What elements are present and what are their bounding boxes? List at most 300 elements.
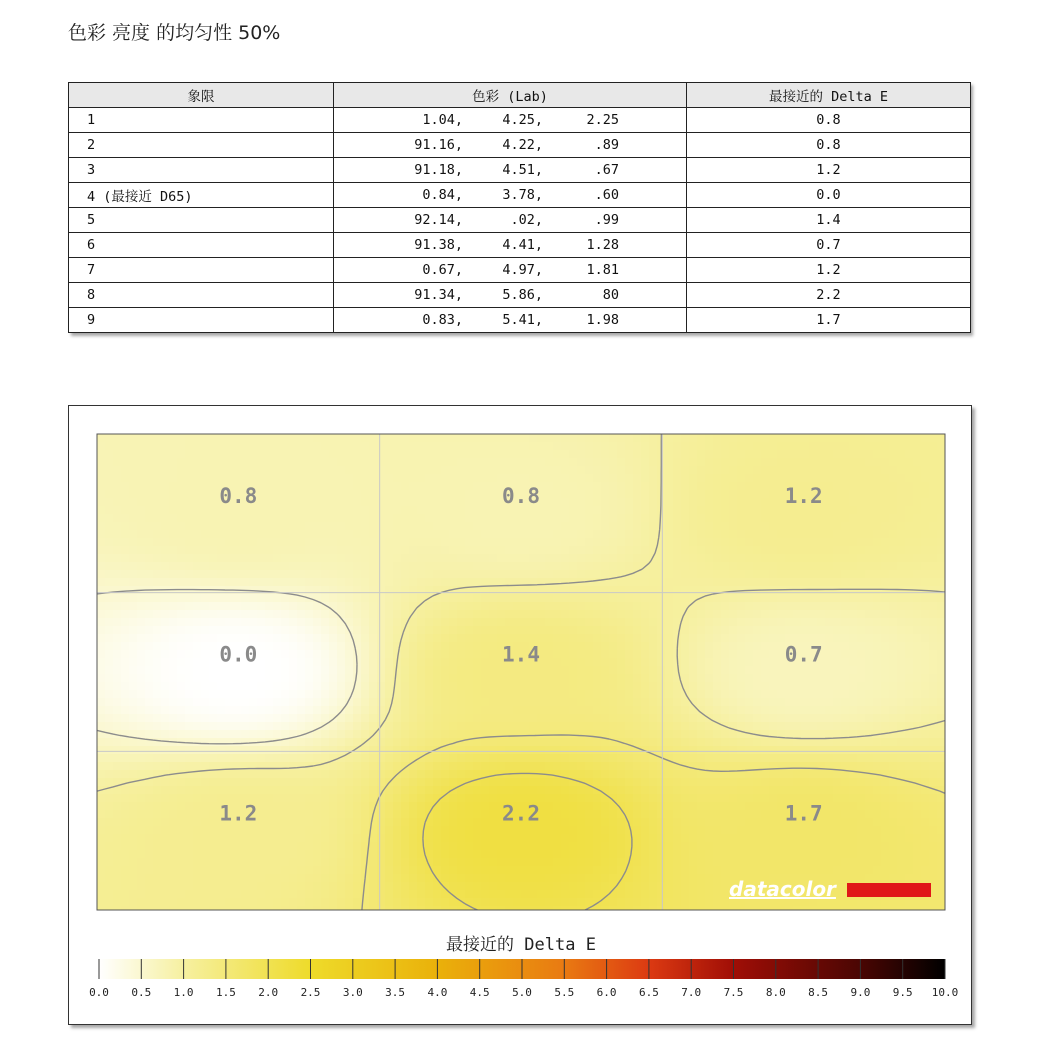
heatmap-pixel bbox=[433, 498, 442, 507]
heatmap-pixel bbox=[465, 754, 474, 763]
heatmap-pixel bbox=[625, 746, 634, 755]
heatmap-pixel bbox=[169, 538, 178, 547]
heatmap-pixel bbox=[217, 610, 226, 619]
heatmap-pixel bbox=[313, 738, 322, 747]
heatmap-pixel bbox=[345, 594, 354, 603]
heatmap-pixel bbox=[681, 634, 690, 643]
heatmap-pixel bbox=[417, 610, 426, 619]
heatmap-pixel bbox=[201, 802, 210, 811]
heatmap-pixel bbox=[209, 522, 218, 531]
heatmap-pixel bbox=[737, 458, 746, 467]
heatmap-pixel bbox=[921, 490, 930, 499]
heatmap-pixel bbox=[785, 514, 794, 523]
heatmap-pixel bbox=[737, 778, 746, 787]
heatmap-pixel bbox=[473, 602, 482, 611]
heatmap-pixel bbox=[793, 554, 802, 563]
heatmap-pixel bbox=[649, 762, 658, 771]
heatmap-pixel bbox=[649, 562, 658, 571]
heatmap-pixel bbox=[417, 698, 426, 707]
heatmap-pixel bbox=[153, 498, 162, 507]
heatmap-pixel bbox=[401, 490, 410, 499]
heatmap-pixel bbox=[505, 434, 514, 443]
heatmap-pixel bbox=[321, 642, 330, 651]
heatmap-pixel bbox=[841, 650, 850, 659]
heatmap-pixel bbox=[545, 490, 554, 499]
heatmap-pixel bbox=[905, 610, 914, 619]
heatmap-pixel bbox=[681, 786, 690, 795]
heatmap-pixel bbox=[569, 706, 578, 715]
heatmap-pixel bbox=[729, 698, 738, 707]
heatmap-pixel bbox=[881, 738, 890, 747]
heatmap-pixel bbox=[577, 602, 586, 611]
heatmap-pixel bbox=[673, 754, 682, 763]
heatmap-pixel bbox=[145, 546, 154, 555]
heatmap-pixel bbox=[697, 778, 706, 787]
heatmap-pixel bbox=[297, 442, 306, 451]
heatmap-pixel bbox=[585, 506, 594, 515]
heatmap-pixel bbox=[729, 586, 738, 595]
heatmap-pixel bbox=[177, 754, 186, 763]
heatmap-pixel bbox=[593, 682, 602, 691]
heatmap-pixel bbox=[937, 762, 946, 771]
heatmap-pixel bbox=[833, 610, 842, 619]
heatmap-pixel bbox=[905, 466, 914, 475]
heatmap-pixel bbox=[217, 754, 226, 763]
heatmap-pixel bbox=[609, 506, 618, 515]
heatmap-pixel bbox=[249, 666, 258, 675]
heatmap-pixel bbox=[177, 650, 186, 659]
heatmap-pixel bbox=[929, 458, 938, 467]
heatmap-pixel bbox=[529, 762, 538, 771]
heatmap-pixel bbox=[441, 554, 450, 563]
heatmap-pixel bbox=[873, 602, 882, 611]
heatmap-pixel bbox=[289, 690, 298, 699]
heatmap-pixel bbox=[273, 522, 282, 531]
heatmap-pixel bbox=[497, 666, 506, 675]
heatmap-pixel bbox=[289, 434, 298, 443]
heatmap-pixel bbox=[473, 466, 482, 475]
heatmap-pixel bbox=[177, 546, 186, 555]
heatmap-pixel bbox=[873, 482, 882, 491]
heatmap-pixel bbox=[657, 770, 666, 779]
heatmap-pixel bbox=[905, 634, 914, 643]
heatmap-pixel bbox=[321, 514, 330, 523]
heatmap-pixel bbox=[857, 506, 866, 515]
heatmap-pixel bbox=[561, 490, 570, 499]
heatmap-pixel bbox=[857, 450, 866, 459]
heatmap-pixel bbox=[585, 610, 594, 619]
heatmap-pixel bbox=[481, 762, 490, 771]
heatmap-pixel bbox=[705, 634, 714, 643]
heatmap-pixel bbox=[305, 650, 314, 659]
heatmap-pixel bbox=[345, 538, 354, 547]
heatmap-pixel bbox=[929, 490, 938, 499]
heatmap-pixel bbox=[521, 714, 530, 723]
heatmap-pixel bbox=[265, 714, 274, 723]
heatmap-pixel bbox=[425, 642, 434, 651]
heatmap-pixel bbox=[185, 650, 194, 659]
heatmap-pixel bbox=[249, 674, 258, 683]
heatmap-pixel bbox=[889, 554, 898, 563]
heatmap-pixel bbox=[105, 770, 114, 779]
heatmap-pixel bbox=[313, 618, 322, 627]
heatmap-pixel bbox=[137, 450, 146, 459]
heatmap-pixel bbox=[865, 514, 874, 523]
heatmap-pixel bbox=[425, 586, 434, 595]
heatmap-pixel bbox=[873, 706, 882, 715]
heatmap-pixel bbox=[329, 474, 338, 483]
heatmap-pixel bbox=[817, 738, 826, 747]
heatmap-pixel bbox=[489, 522, 498, 531]
heatmap-pixel bbox=[609, 690, 618, 699]
heatmap-pixel bbox=[769, 754, 778, 763]
heatmap-pixel bbox=[433, 578, 442, 587]
heatmap-pixel bbox=[289, 698, 298, 707]
heatmap-pixel bbox=[425, 522, 434, 531]
heatmap-pixel bbox=[785, 602, 794, 611]
heatmap-pixel bbox=[441, 610, 450, 619]
heatmap-pixel bbox=[481, 650, 490, 659]
heatmap-pixel bbox=[785, 714, 794, 723]
heatmap-pixel bbox=[393, 786, 402, 795]
heatmap-pixel bbox=[113, 682, 122, 691]
heatmap-pixel bbox=[561, 738, 570, 747]
heatmap-pixel bbox=[777, 554, 786, 563]
heatmap-pixel bbox=[321, 682, 330, 691]
heatmap-pixel bbox=[657, 602, 666, 611]
heatmap-pixel bbox=[713, 522, 722, 531]
heatmap-pixel bbox=[145, 522, 154, 531]
heatmap-pixel bbox=[777, 666, 786, 675]
heatmap-pixel bbox=[545, 634, 554, 643]
heatmap-pixel bbox=[569, 722, 578, 731]
heatmap-pixel bbox=[497, 634, 506, 643]
heatmap-pixel bbox=[865, 714, 874, 723]
heatmap-pixel bbox=[617, 530, 626, 539]
heatmap-pixel bbox=[913, 706, 922, 715]
heatmap-pixel bbox=[489, 802, 498, 811]
heatmap-pixel bbox=[313, 802, 322, 811]
heatmap-pixel bbox=[209, 794, 218, 803]
heatmap-pixel bbox=[417, 546, 426, 555]
heatmap-pixel bbox=[409, 514, 418, 523]
heatmap-pixel bbox=[689, 642, 698, 651]
heatmap-pixel bbox=[561, 474, 570, 483]
heatmap-pixel bbox=[545, 578, 554, 587]
heatmap-pixel bbox=[673, 546, 682, 555]
heatmap-pixel bbox=[185, 658, 194, 667]
heatmap-pixel bbox=[857, 602, 866, 611]
heatmap-pixel bbox=[753, 450, 762, 459]
heatmap-pixel bbox=[441, 458, 450, 467]
heatmap-pixel bbox=[345, 434, 354, 443]
heatmap-pixel bbox=[481, 754, 490, 763]
heatmap-pixel bbox=[793, 762, 802, 771]
heatmap-pixel bbox=[353, 442, 362, 451]
heatmap-pixel bbox=[377, 658, 386, 667]
heatmap-pixel bbox=[433, 490, 442, 499]
heatmap-pixel bbox=[201, 562, 210, 571]
heatmap-pixel bbox=[425, 666, 434, 675]
heatmap-pixel bbox=[553, 434, 562, 443]
heatmap-pixel bbox=[273, 570, 282, 579]
heatmap-pixel bbox=[353, 586, 362, 595]
heatmap-pixel bbox=[417, 794, 426, 803]
heatmap-pixel bbox=[209, 690, 218, 699]
heatmap-pixel bbox=[169, 514, 178, 523]
heatmap-pixel bbox=[281, 722, 290, 731]
heatmap-pixel bbox=[793, 698, 802, 707]
heatmap-pixel bbox=[841, 666, 850, 675]
heatmap-pixel bbox=[289, 650, 298, 659]
heatmap-pixel bbox=[905, 786, 914, 795]
heatmap-pixel bbox=[673, 730, 682, 739]
heatmap-pixel bbox=[761, 634, 770, 643]
heatmap-pixel bbox=[841, 562, 850, 571]
heatmap-pixel bbox=[457, 434, 466, 443]
lab-l-value: 0.67, bbox=[422, 262, 463, 278]
heatmap-pixel bbox=[289, 490, 298, 499]
heatmap-pixel bbox=[569, 634, 578, 643]
heatmap-pixel bbox=[569, 770, 578, 779]
heatmap-pixel bbox=[633, 658, 642, 667]
heatmap-pixel bbox=[353, 450, 362, 459]
heatmap-pixel bbox=[913, 490, 922, 499]
heatmap-pixel bbox=[793, 434, 802, 443]
heatmap-pixel bbox=[297, 674, 306, 683]
heatmap-pixel bbox=[265, 506, 274, 515]
heatmap-pixel bbox=[265, 706, 274, 715]
heatmap-pixel bbox=[137, 722, 146, 731]
heatmap-pixel bbox=[577, 458, 586, 467]
heatmap-pixel bbox=[673, 458, 682, 467]
heatmap-pixel bbox=[241, 450, 250, 459]
heatmap-pixel bbox=[561, 570, 570, 579]
heatmap-pixel bbox=[785, 474, 794, 483]
heatmap-pixel bbox=[793, 450, 802, 459]
heatmap-pixel bbox=[289, 674, 298, 683]
heatmap-pixel bbox=[665, 618, 674, 627]
heatmap-pixel bbox=[193, 570, 202, 579]
heatmap-pixel bbox=[425, 738, 434, 747]
heatmap-pixel bbox=[585, 530, 594, 539]
heatmap-pixel bbox=[745, 690, 754, 699]
heatmap-pixel bbox=[321, 586, 330, 595]
heatmap-pixel bbox=[161, 722, 170, 731]
heatmap-pixel bbox=[577, 562, 586, 571]
heatmap-pixel bbox=[801, 690, 810, 699]
heatmap-pixel bbox=[897, 714, 906, 723]
heatmap-pixel bbox=[497, 570, 506, 579]
heatmap-pixel bbox=[753, 506, 762, 515]
heatmap-pixel bbox=[625, 578, 634, 587]
delta-e-cell: 0.0 bbox=[687, 183, 971, 208]
heatmap-pixel bbox=[689, 466, 698, 475]
heatmap-pixel bbox=[281, 642, 290, 651]
heatmap-pixel bbox=[473, 522, 482, 531]
heatmap-pixel bbox=[921, 578, 930, 587]
heatmap-pixel bbox=[209, 650, 218, 659]
heatmap-pixel bbox=[273, 634, 282, 643]
heatmap-pixel bbox=[257, 530, 266, 539]
heatmap-pixel bbox=[273, 754, 282, 763]
heatmap-pixel bbox=[633, 610, 642, 619]
heatmap-pixel bbox=[569, 730, 578, 739]
heatmap-pixel bbox=[137, 770, 146, 779]
heatmap-pixel bbox=[857, 682, 866, 691]
heatmap-pixel bbox=[441, 714, 450, 723]
heatmap-pixel bbox=[889, 506, 898, 515]
heatmap-pixel bbox=[745, 546, 754, 555]
heatmap-pixel bbox=[713, 442, 722, 451]
heatmap-pixel bbox=[137, 458, 146, 467]
heatmap-pixel bbox=[817, 666, 826, 675]
heatmap-pixel bbox=[857, 586, 866, 595]
heatmap-pixel bbox=[113, 474, 122, 483]
heatmap-pixel bbox=[377, 666, 386, 675]
heatmap-pixel bbox=[825, 586, 834, 595]
heatmap-pixel bbox=[489, 594, 498, 603]
heatmap-pixel bbox=[617, 594, 626, 603]
heatmap-pixel bbox=[569, 442, 578, 451]
heatmap-pixel bbox=[921, 562, 930, 571]
heatmap-pixel bbox=[569, 666, 578, 675]
heatmap-pixel bbox=[113, 714, 122, 723]
heatmap-pixel bbox=[689, 522, 698, 531]
heatmap-pixel bbox=[169, 482, 178, 491]
heatmap-pixel bbox=[353, 530, 362, 539]
heatmap-pixel bbox=[177, 538, 186, 547]
heatmap-pixel bbox=[609, 458, 618, 467]
heatmap-pixel bbox=[385, 762, 394, 771]
heatmap-pixel bbox=[153, 506, 162, 515]
heatmap-pixel bbox=[385, 738, 394, 747]
heatmap-pixel bbox=[153, 626, 162, 635]
heatmap-pixel bbox=[801, 538, 810, 547]
heatmap-pixel bbox=[689, 770, 698, 779]
heatmap-pixel bbox=[185, 794, 194, 803]
heatmap-pixel bbox=[617, 754, 626, 763]
heatmap-pixel bbox=[289, 482, 298, 491]
heatmap-pixel bbox=[497, 762, 506, 771]
heatmap-pixel bbox=[465, 594, 474, 603]
heatmap-pixel bbox=[329, 506, 338, 515]
heatmap-pixel bbox=[393, 594, 402, 603]
heatmap-pixel bbox=[209, 778, 218, 787]
heatmap-pixel bbox=[361, 770, 370, 779]
heatmap-pixel bbox=[329, 562, 338, 571]
heatmap-pixel bbox=[713, 498, 722, 507]
heatmap-pixel bbox=[417, 434, 426, 443]
heatmap-pixel bbox=[617, 690, 626, 699]
heatmap-pixel bbox=[721, 786, 730, 795]
heatmap-pixel bbox=[569, 450, 578, 459]
heatmap-pixel bbox=[145, 458, 154, 467]
heatmap-pixel bbox=[249, 746, 258, 755]
heatmap-pixel bbox=[769, 706, 778, 715]
heatmap-pixel bbox=[121, 794, 130, 803]
heatmap-pixel bbox=[673, 530, 682, 539]
heatmap-pixel bbox=[905, 698, 914, 707]
heatmap-pixel bbox=[489, 442, 498, 451]
heatmap-pixel bbox=[561, 666, 570, 675]
heatmap-pixel bbox=[105, 650, 114, 659]
heatmap-pixel bbox=[729, 762, 738, 771]
heatmap-pixel bbox=[641, 586, 650, 595]
heatmap-pixel bbox=[777, 610, 786, 619]
heatmap-pixel bbox=[937, 770, 946, 779]
heatmap-pixel bbox=[313, 658, 322, 667]
heatmap-pixel bbox=[537, 562, 546, 571]
heatmap-pixel bbox=[873, 722, 882, 731]
heatmap-pixel bbox=[425, 650, 434, 659]
heatmap-pixel bbox=[177, 474, 186, 483]
heatmap-pixel bbox=[105, 466, 114, 475]
heatmap-pixel bbox=[753, 570, 762, 579]
heatmap-pixel bbox=[729, 458, 738, 467]
heatmap-pixel bbox=[769, 642, 778, 651]
heatmap-pixel bbox=[681, 658, 690, 667]
heatmap-pixel bbox=[145, 610, 154, 619]
heatmap-pixel bbox=[265, 634, 274, 643]
heatmap-pixel bbox=[633, 578, 642, 587]
heatmap-pixel bbox=[337, 586, 346, 595]
heatmap-pixel bbox=[241, 722, 250, 731]
heatmap-pixel bbox=[801, 610, 810, 619]
heatmap-pixel bbox=[153, 634, 162, 643]
heatmap-pixel bbox=[145, 570, 154, 579]
heatmap-pixel bbox=[737, 474, 746, 483]
heatmap-pixel bbox=[833, 514, 842, 523]
heatmap-pixel bbox=[433, 762, 442, 771]
heatmap-pixel bbox=[337, 450, 346, 459]
heatmap-pixel bbox=[841, 498, 850, 507]
heatmap-pixel bbox=[545, 546, 554, 555]
heatmap-pixel bbox=[441, 762, 450, 771]
heatmap-pixel bbox=[161, 490, 170, 499]
heatmap-pixel bbox=[617, 514, 626, 523]
heatmap-pixel bbox=[289, 666, 298, 675]
heatmap-pixel bbox=[129, 706, 138, 715]
heatmap-pixel bbox=[265, 642, 274, 651]
heatmap-pixel bbox=[257, 610, 266, 619]
heatmap-pixel bbox=[841, 626, 850, 635]
heatmap-pixel bbox=[177, 802, 186, 811]
heatmap-pixel bbox=[537, 434, 546, 443]
heatmap-pixel bbox=[681, 730, 690, 739]
heatmap-pixel bbox=[433, 658, 442, 667]
heatmap-pixel bbox=[657, 514, 666, 523]
heatmap-pixel bbox=[713, 698, 722, 707]
heatmap-pixel bbox=[745, 482, 754, 491]
heatmap-pixel bbox=[761, 642, 770, 651]
heatmap-pixel bbox=[321, 626, 330, 635]
heatmap-pixel bbox=[897, 786, 906, 795]
heatmap-pixel bbox=[425, 514, 434, 523]
heatmap-pixel bbox=[577, 554, 586, 563]
heatmap-pixel bbox=[185, 690, 194, 699]
heatmap-pixel bbox=[873, 682, 882, 691]
heatmap-pixel bbox=[601, 762, 610, 771]
heatmap-pixel bbox=[281, 442, 290, 451]
heatmap-pixel bbox=[353, 618, 362, 627]
heatmap-pixel bbox=[809, 610, 818, 619]
heatmap-pixel bbox=[929, 650, 938, 659]
heatmap-pixel bbox=[473, 706, 482, 715]
heatmap-pixel bbox=[481, 610, 490, 619]
heatmap-pixel bbox=[481, 466, 490, 475]
heatmap-pixel bbox=[265, 458, 274, 467]
